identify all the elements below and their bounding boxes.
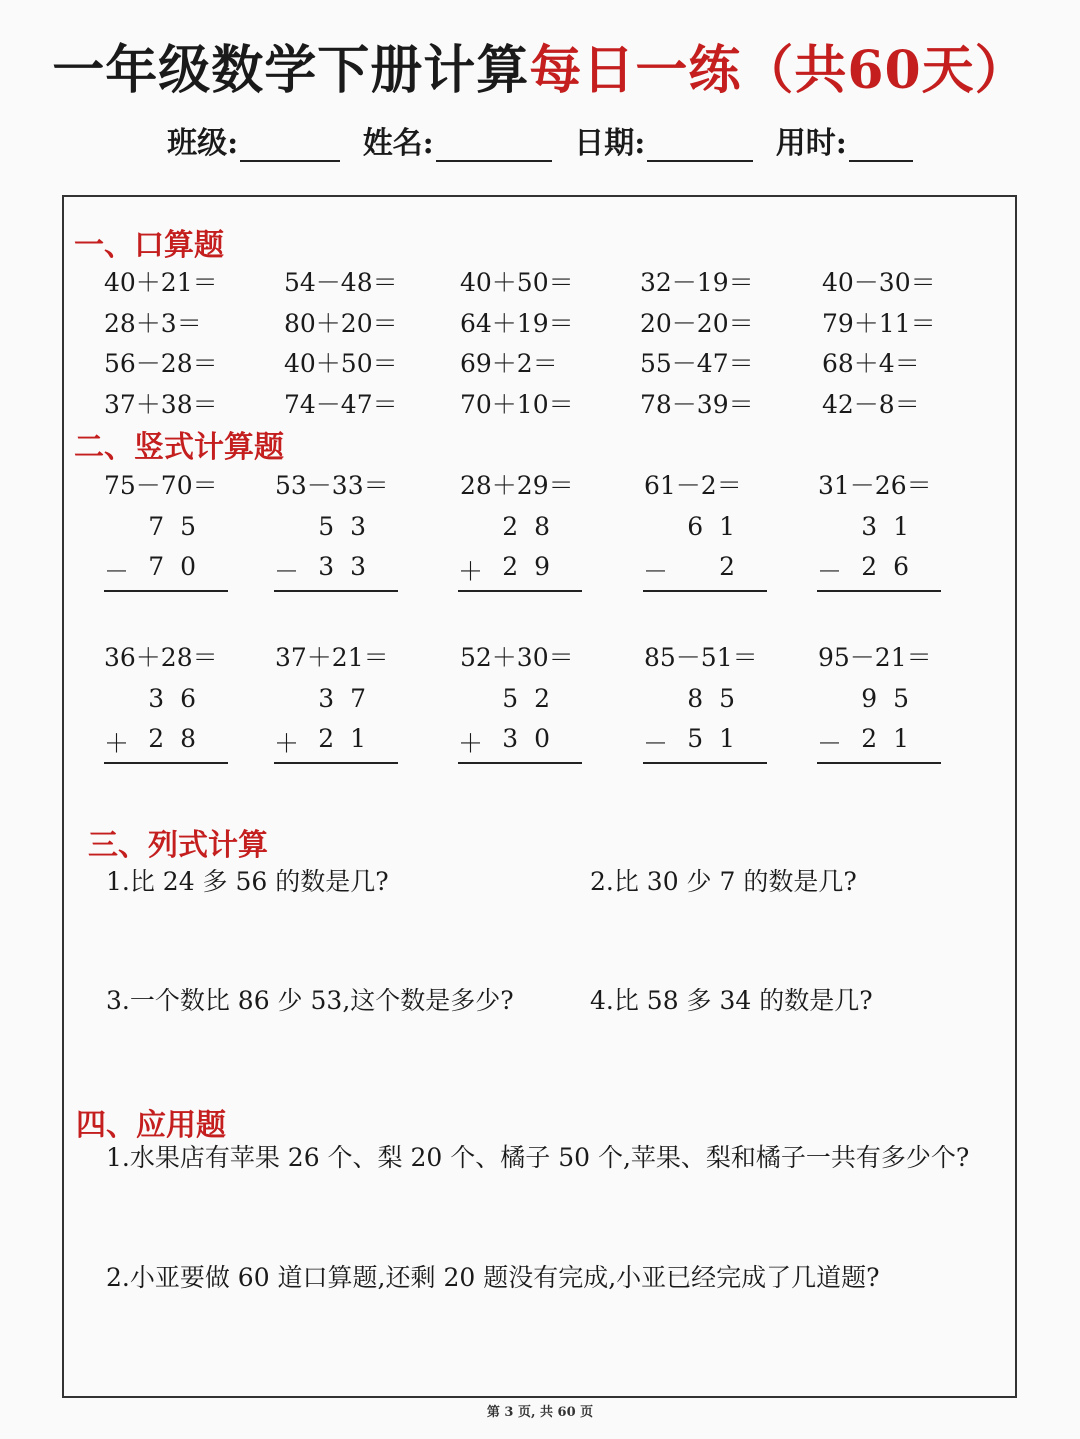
word-question: 2.比 30 少 7 的数是几? <box>590 867 857 896</box>
vertical-bottom-number: 33 <box>318 552 382 581</box>
vertical-top-number: 61 <box>687 512 751 541</box>
vertical-problem-expr: 75－70＝ <box>104 471 218 500</box>
name-label: 姓名: <box>362 126 434 161</box>
vertical-bottom-number: 2 <box>719 552 751 581</box>
vertical-calc <box>458 512 582 592</box>
answer-line <box>817 590 941 592</box>
answer-line <box>104 762 228 764</box>
vertical-top-number: 53 <box>318 512 382 541</box>
vertical-top-number: 31 <box>861 512 925 541</box>
oral-problem: 37＋38＝ <box>104 390 218 419</box>
class-field[interactable] <box>167 118 340 162</box>
vertical-top-number: 75 <box>148 512 212 541</box>
class-blank[interactable] <box>240 132 340 162</box>
section4-heading: 四、应用题 <box>76 1108 226 1143</box>
vertical-calc <box>643 512 767 592</box>
vertical-top-number: 28 <box>502 512 566 541</box>
vertical-problem-expr: 61－2＝ <box>644 471 742 500</box>
oral-problem: 32－19＝ <box>640 268 754 297</box>
vertical-calc <box>274 512 398 592</box>
answer-line <box>458 762 582 764</box>
vertical-problem-expr: 37＋21＝ <box>275 643 389 672</box>
vertical-operator: ＋ <box>458 557 484 586</box>
oral-problem: 20－20＝ <box>640 309 754 338</box>
class-label: 班级: <box>167 126 239 161</box>
vertical-top-number: 37 <box>318 684 382 713</box>
oral-problem: 69＋2＝ <box>460 349 558 378</box>
vertical-bottom-number: 70 <box>148 552 212 581</box>
vertical-operator: － <box>643 557 669 586</box>
oral-problem: 40＋21＝ <box>104 268 218 297</box>
vertical-calc <box>817 684 941 764</box>
oral-problem: 55－47＝ <box>640 349 754 378</box>
vertical-problem-expr: 95－21＝ <box>818 643 932 672</box>
oral-problem: 40－30＝ <box>822 268 936 297</box>
page-title <box>0 28 1080 103</box>
student-info-line <box>0 118 1080 162</box>
vertical-top-number: 85 <box>687 684 751 713</box>
name-blank[interactable] <box>436 132 552 162</box>
answer-line <box>817 762 941 764</box>
time-blank[interactable] <box>849 132 913 162</box>
oral-problem: 74－47＝ <box>284 390 398 419</box>
vertical-operator: ＋ <box>458 729 484 758</box>
oral-problem: 68＋4＝ <box>822 349 920 378</box>
title-red-part: 每日一练（共60天） <box>529 40 1028 101</box>
oral-problem: 42－8＝ <box>822 390 920 419</box>
vertical-top-number: 52 <box>502 684 566 713</box>
name-field[interactable] <box>363 118 552 162</box>
date-blank[interactable] <box>647 132 753 162</box>
vertical-operator: ＋ <box>274 729 300 758</box>
vertical-bottom-number: 28 <box>148 724 212 753</box>
title-black-part: 一年级数学下册计算 <box>52 40 530 101</box>
vertical-problem-expr: 85－51＝ <box>644 643 758 672</box>
application-question: 1.水果店有苹果 26 个、梨 20 个、橘子 50 个,苹果、梨和橘子一共有多少个? <box>106 1143 970 1172</box>
vertical-bottom-number: 21 <box>318 724 382 753</box>
vertical-operator: － <box>643 729 669 758</box>
vertical-operator: － <box>104 557 130 586</box>
vertical-problem-expr: 52＋30＝ <box>460 643 574 672</box>
word-question: 4.比 58 多 34 的数是几? <box>590 986 873 1015</box>
vertical-calc <box>643 684 767 764</box>
answer-line <box>643 590 767 592</box>
vertical-problem-expr: 36＋28＝ <box>104 643 218 672</box>
vertical-bottom-number: 26 <box>861 552 925 581</box>
oral-problem: 28＋3＝ <box>104 309 202 338</box>
vertical-bottom-number: 21 <box>861 724 925 753</box>
oral-problem: 40＋50＝ <box>460 268 574 297</box>
oral-problem: 80＋20＝ <box>284 309 398 338</box>
vertical-bottom-number: 30 <box>502 724 566 753</box>
answer-line <box>104 590 228 592</box>
oral-problem: 40＋50＝ <box>284 349 398 378</box>
date-label: 日期: <box>574 126 646 161</box>
vertical-problem-expr: 28＋29＝ <box>460 471 574 500</box>
time-label: 用时: <box>775 126 847 161</box>
vertical-top-number: 95 <box>861 684 925 713</box>
oral-problem: 79＋11＝ <box>822 309 936 338</box>
oral-problem: 56－28＝ <box>104 349 218 378</box>
vertical-operator: － <box>274 557 300 586</box>
section3-heading: 三、列式计算 <box>88 828 268 863</box>
word-question: 3.一个数比 86 少 53,这个数是多少? <box>106 986 514 1015</box>
answer-line <box>274 590 398 592</box>
oral-problem: 78－39＝ <box>640 390 754 419</box>
vertical-calc <box>274 684 398 764</box>
vertical-bottom-number: 51 <box>687 724 751 753</box>
vertical-calc <box>458 684 582 764</box>
application-question: 2.小亚要做 60 道口算题,还剩 20 题没有完成,小亚已经完成了几道题? <box>106 1263 880 1292</box>
vertical-bottom-number: 29 <box>502 552 566 581</box>
vertical-problem-expr: 53－33＝ <box>275 471 389 500</box>
oral-problem: 64＋19＝ <box>460 309 574 338</box>
vertical-operator: － <box>817 557 843 586</box>
page-footer: 第 3 页, 共 60 页 <box>486 1405 594 1420</box>
vertical-problem-expr: 31－26＝ <box>818 471 932 500</box>
vertical-operator: － <box>817 729 843 758</box>
section2-heading: 二、竖式计算题 <box>74 430 284 465</box>
word-question: 1.比 24 多 56 的数是几? <box>106 867 389 896</box>
answer-line <box>274 762 398 764</box>
time-field[interactable] <box>776 118 913 162</box>
vertical-top-number: 36 <box>148 684 212 713</box>
vertical-calc <box>104 512 228 592</box>
oral-problem: 70＋10＝ <box>460 390 574 419</box>
oral-problem: 54－48＝ <box>284 268 398 297</box>
date-field[interactable] <box>574 118 753 162</box>
section1-heading: 一、口算题 <box>74 228 224 263</box>
vertical-operator: ＋ <box>104 729 130 758</box>
answer-line <box>643 762 767 764</box>
vertical-calc <box>817 512 941 592</box>
vertical-calc <box>104 684 228 764</box>
answer-line <box>458 590 582 592</box>
